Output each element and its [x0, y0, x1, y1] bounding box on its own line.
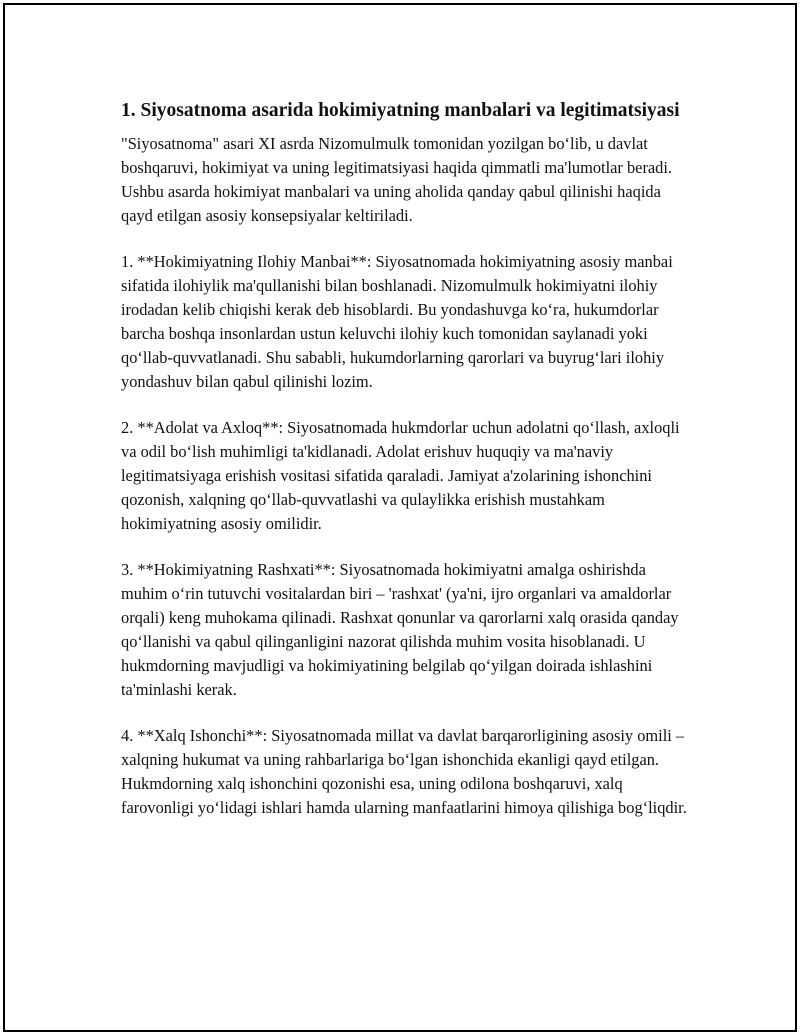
- paragraph-rashxat: 3. **Hokimiyatning Rashxati**: Siyosatnomada hokimiyatni amalga oshirishda muhim o‘rin tutuvchi vositalardan biri – 'rashxat' (ya'ni, ijro organlari va amaldorlar orqali) keng muhokama qilinadi. Rashxat qonunlar va qarorlarni xalq orasida qanday qo‘llanishi va qabul qilinganligini nazorat qilishda muhim vosita hisoblanadi. U hukmdorning mavjudligi va hokimiyatining belgilab qo‘yilgan doirada ishlashini ta'minlashi kerak.: [121, 560, 679, 699]
- intro-paragraph: "Siyosatnoma" asari XI asrda Nizomulmulk tomonidan yozilgan bo‘lib, u davlat boshqaruvi, hokimiyat va uning legitimatsiyasi haqida qimmatli ma'lumotlar beradi. Ushbu asarda hokimiyat manbalari va uning aholida qanday qabul qilinishi haqida qayd etilgan asosiy konsepsiyalar keltiriladi.: [121, 134, 673, 225]
- document-page: [3, 3, 797, 1032]
- paragraph-justice-ethics: 2. **Adolat va Axloq**: Siyosatnomada hukmdorlar uchun adolatni qo‘llash, axloqli va odil bo‘lish muhimligi ta'kidlanadi. Adolat erishuv huquqiy va ma'naviy legitimatsiyaga erishish vositasi sifatida qaraladi. Jamiyat a'zolarining ishonchini qozonish, xalqning qo‘llab-quvvatlashi va qulaylikka erishish mustahkam hokimiyatning asosiy omilidir.: [121, 418, 680, 533]
- paragraph-public-trust: 4. **Xalq Ishonchi**: Siyosatnomada millat va davlat barqarorligining asosiy omili – xalqning hukumat va uning rahbarlariga bo‘lgan ishonchida ekanligi qayd etilgan. Hukmdorning xalq ishonchini qozonishi esa, uning odilona boshqaruvi, xalq farovonligi yo‘lidagi ishlari hamda ularning manfaatlarini himoya qilishiga bog‘liqdir.: [121, 726, 687, 817]
- document-title: 1. Siyosatnoma asarida hokimiyatning manbalari va legitimatsiyasi: [121, 100, 680, 121]
- paragraph-divine-source: 1. **Hokimiyatning Ilohiy Manbai**: Siyosatnomada hokimiyatning asosiy manbai sifatida ilohiylik ma'qullanishi bilan boshlanadi. Nizomulmulk hokimiyatni ilohiy irodadan kelib chiqishi kerak deb hisoblardi. Bu yondashuvga ko‘ra, hukumdorlar barcha boshqa insonlardan ustun keluvchi ilohiy kuch tomonidan saylanadi yoki qo‘llab-quvvatlanadi. Shu sababli, hukumdorlarning qarorlari va buyrug‘lari ilohiy yondashuv bilan qabul qilinishi lozim.: [121, 252, 673, 391]
- document-body: [121, 98, 691, 842]
